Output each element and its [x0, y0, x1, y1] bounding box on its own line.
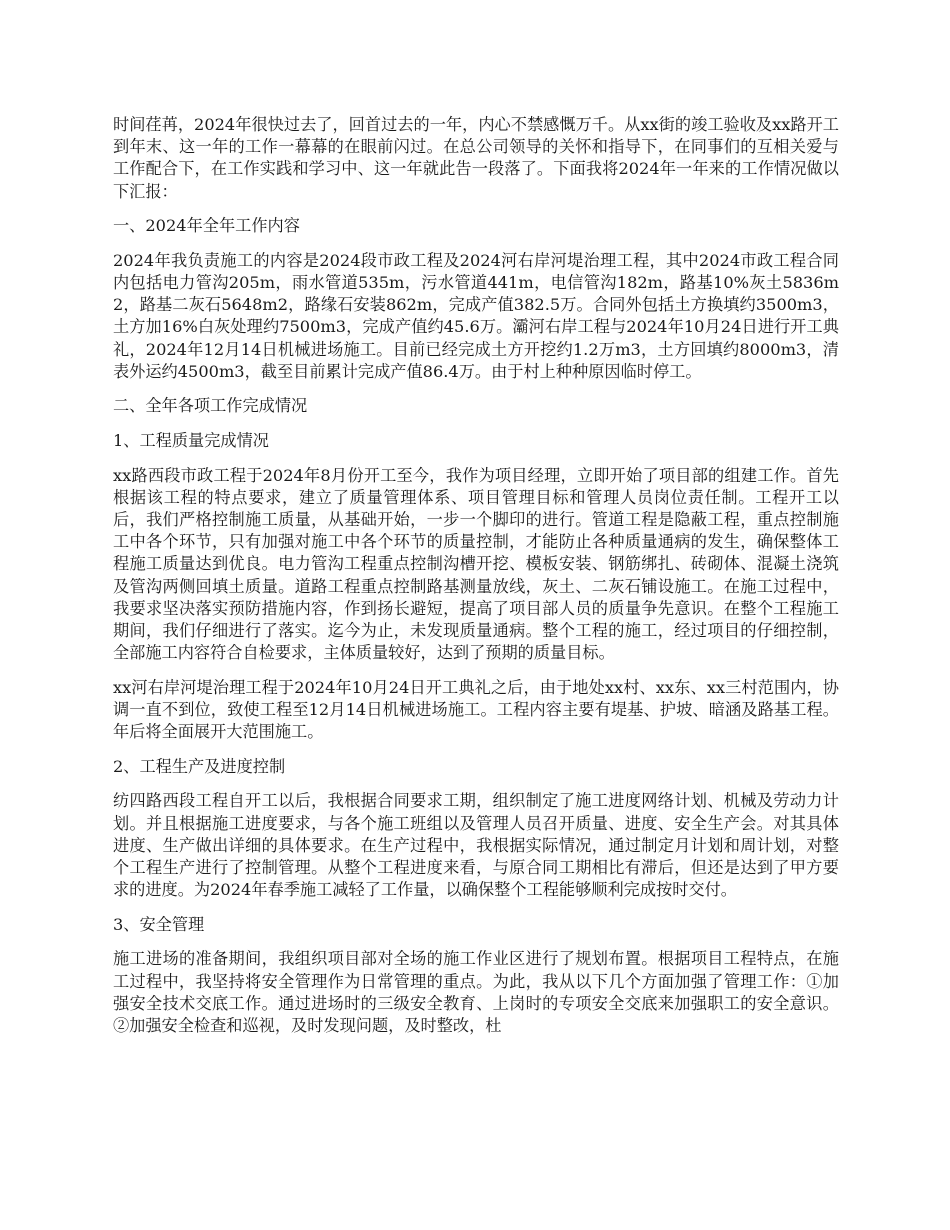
subheading-progress: 2、工程生产及进度控制	[113, 756, 286, 776]
section-heading-completion: 二、全年各项工作完成情况	[113, 396, 308, 416]
document-page	[113, 114, 839, 1050]
quality-paragraph: xx路西段市政工程于2024年8月份开工至今，我作为项目经理，立即开始了项目部的组建工作。首先根据该工程的特点要求，建立了质量管理体系、项目管理目标和管理人员岗位责任制。工程开工以后，我们严格控制施工质量，从基础开始，一步一个脚印的进行。管道工程是隐蔽工程，重点控制施工中各个环节，只有加强对施工中各个环节的质量控制，才能防止各种质量通病的发生，确保整体工程施工质量达到优良。电力管沟工程重点控制沟槽开挖、模板安装、钢筋绑扎、砖砌体、混凝土浇筑及管沟两侧回填土质量。道路工程重点控制路基测量放线，灰土、二灰石铺设施工。在施工过程中，我要求坚决落实预防措施内容，作到扬长避短，提高了项目部人员的质量争先意识。在整个工程施工期间，我们仔细进行了落实。迄今为止，未发现质量通病。整个工程的施工，经过项目的仔细控制，全部施工内容符合自检要求，主体质量较好，达到了预期的质量目标。	[113, 465, 839, 663]
section-heading-annual-work: 一、2024年全年工作内容	[113, 216, 300, 236]
river-project-paragraph: xx河右岸河堤治理工程于2024年10月24日开工典礼之后，由于地处xx村、xx东、xx三村范围内，协调一直不到位，致使工程至12月14日机械进场施工。工程内容主要有堤基、护坡、暗涵及路基工程。年后将全面展开大范围施工。	[113, 677, 839, 742]
intro-paragraph: 时间荏苒，2024年很快过去了，回首过去的一年，内心不禁感慨万千。从xx街的竣工验收及xx路开工到年末、这一年的工作一幕幕的在眼前闪过。在总公司领导的关怀和指导下，在同事们的互相关爱与工作配合下，在工作实践和学习中、这一年就此告一段落了。下面我将2024年一年来的工作情况做以下汇报：	[113, 115, 839, 201]
annual-work-paragraph: 2024年我负责施工的内容是2024段市政工程及2024河右岸河堤治理工程，其中2024市政工程合同内包括电力管沟205m，雨水管道535m，污水管道441m，电信管沟182m，路基10%灰土5836m2，路基二灰石5648m2，路缘石安装862m，完成产值382.5万。合同外包括土方换填约3500m3，土方加16%白灰处理约7500m3，完成产值约45.6万。灞河右岸工程与2024年10月24日进行开工典礼，2024年12月14日机械进场施工。目前已经完成土方开挖约1.2万m3，土方回填约8000m3，清表外运约4500m3，截至目前累计完成产值86.4万。由于村上种种原因临时停工。	[113, 250, 839, 381]
subheading-safety: 3、安全管理	[113, 914, 205, 934]
progress-paragraph: 纺四路西段工程自开工以后，我根据合同要求工期，组织制定了施工进度网络计划、机械及劳动力计划。并且根据施工进度要求，与各个施工班组以及管理人员召开质量、进度、安全生产会。对其具体进度、生产做出详细的具体要求。在生产过程中，我根据实际情况，通过制定月计划和周计划，对整个工程生产进行了控制管理。从整个工程进度来看，与原合同工期相比有滞后，但还是达到了甲方要求的进度。为2024年春季施工减轻了工作量，以确保整个工程能够顺利完成按时交付。	[113, 791, 839, 900]
safety-paragraph: 施工进场的准备期间，我组织项目部对全场的施工作业区进行了规划布置。根据项目工程特点，在施工过程中，我坚持将安全管理作为日常管理的重点。为此，我从以下几个方面加强了管理工作：①加强安全技术交底工作。通过进场时的三级安全教育、上岗时的专项安全交底来加强职工的安全意识。②加强安全检查和巡视，及时发现问题，及时整改，杜	[113, 949, 839, 1036]
subheading-quality: 1、工程质量完成情况	[113, 431, 269, 450]
